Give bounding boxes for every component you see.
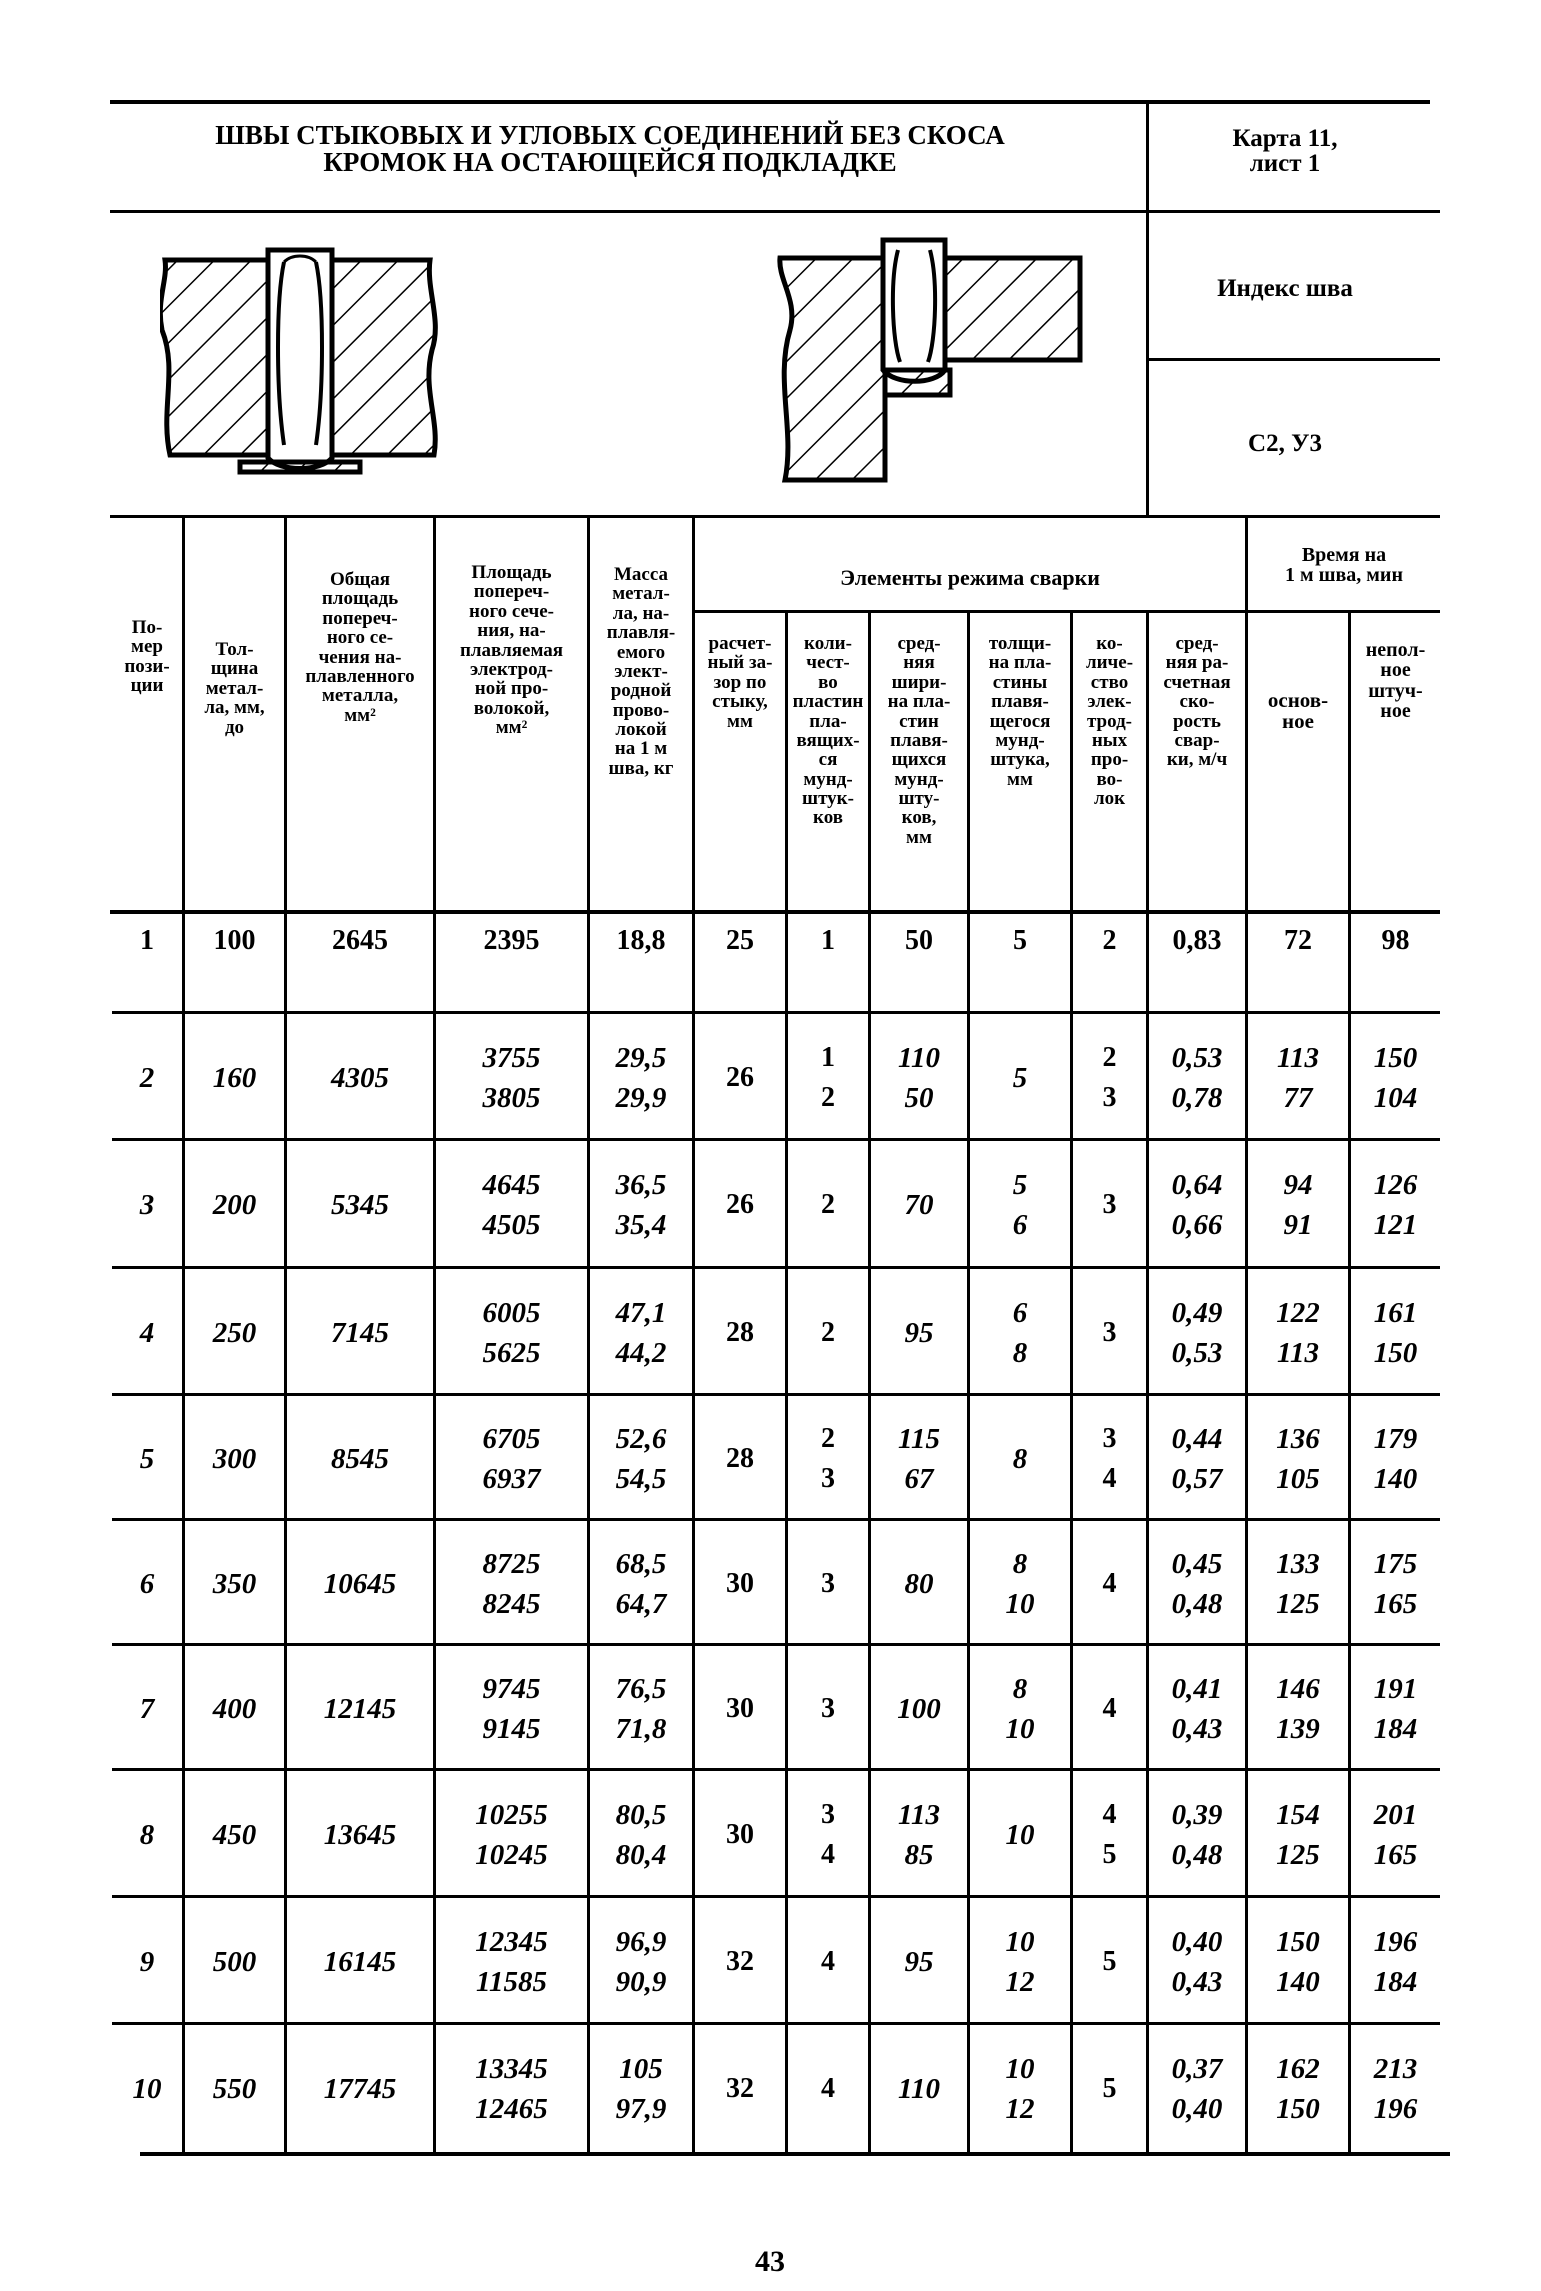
cell-speed: 0,37 <box>1171 2053 1223 2085</box>
cell-speed: 0,43 <box>1171 1965 1223 1998</box>
row-separator <box>112 1138 1440 1141</box>
cell-aux: 184 <box>1373 1965 1418 1998</box>
col-line <box>785 612 788 2152</box>
cell-speed: 0,66 <box>1171 1208 1223 1241</box>
cell-width: 113 <box>898 1798 940 1831</box>
col-line <box>1146 612 1149 2152</box>
cell-speed: 0,41 <box>1171 1672 1223 1705</box>
cell-mass: 76,5 <box>615 1672 667 1705</box>
cell-aux: 121 <box>1373 1208 1418 1241</box>
header-time-aux: непол- ное штуч- ное <box>1365 639 1426 723</box>
cell-mass: 35,4 <box>615 1208 667 1241</box>
card-line-2: лист 1 <box>1249 150 1321 177</box>
cell-plthick: 6 <box>1012 1208 1028 1241</box>
cell-thick: 160 <box>212 1061 257 1094</box>
cell-main: 139 <box>1276 1712 1320 1745</box>
row-separator <box>112 1768 1440 1771</box>
cell-wires: 4 <box>1102 1692 1117 1724</box>
cell-plates: 4 <box>821 1838 835 1870</box>
cell-pos: 1 <box>140 925 154 956</box>
cell-main: 113 <box>1277 1041 1319 1074</box>
cell-plthick: 10 <box>1005 1818 1035 1851</box>
col-line <box>967 612 970 2152</box>
cell-speed: 0,53 <box>1171 1041 1223 1074</box>
corner-joint-drawing <box>770 230 1100 490</box>
cell-gap: 26 <box>726 1188 754 1220</box>
header-thickness: Тол- щина метал- ла, мм, до <box>204 639 265 738</box>
cell-mass: 97,9 <box>615 2093 667 2125</box>
cell-aux: 161 <box>1373 1296 1418 1329</box>
cell-speed: 0,53 <box>1171 1336 1223 1369</box>
cell-area: 5345 <box>331 1188 389 1221</box>
index-value: С2, У3 <box>1248 430 1322 457</box>
cell-wires: 3 <box>1102 1081 1117 1113</box>
cell-width: 95 <box>904 1945 934 1978</box>
cell-wire: 6937 <box>482 1462 541 1495</box>
cell-width: 85 <box>904 1838 934 1871</box>
cell-aux: 191 <box>1373 1672 1418 1705</box>
cell-plates: 4 <box>821 1945 835 1977</box>
cell-aux: 196 <box>1373 1925 1418 1958</box>
cell-speed: 0,78 <box>1171 1081 1223 1114</box>
cell-plates: 2 <box>821 1422 835 1454</box>
cell-speed: 0,83 <box>1172 925 1222 956</box>
cell-wire: 3755 <box>482 1041 541 1074</box>
title-rule <box>110 210 1440 213</box>
cell-width: 50 <box>904 1081 934 1114</box>
cell-mass: 36,5 <box>615 1168 667 1201</box>
cell-area: 8545 <box>331 1442 389 1475</box>
col-line <box>433 517 436 2152</box>
header-wires-count: ко- личе- ство элек- трод- ных про- во- лок <box>1085 633 1134 809</box>
cell-width: 95 <box>904 1316 934 1349</box>
cell-main: 150 <box>1276 1925 1320 1958</box>
cell-thick: 300 <box>212 1442 257 1475</box>
cell-width: 80 <box>904 1567 934 1600</box>
cell-speed: 0,57 <box>1171 1462 1223 1495</box>
cell-aux: 150 <box>1373 1041 1418 1074</box>
cell-pos: 3 <box>139 1188 155 1221</box>
col-line <box>1070 612 1073 2152</box>
cell-speed: 0,44 <box>1171 1422 1223 1455</box>
header-gap: расчет- ный за- зор по стыку, мм <box>707 633 773 732</box>
cell-pos: 6 <box>139 1567 155 1600</box>
cell-area: 12145 <box>323 1692 397 1725</box>
cell-wire: 4645 <box>482 1168 541 1201</box>
title-line-2: КРОМОК НА ОСТАЮЩЕЙСЯ ПОДКЛАДКЕ <box>323 147 897 177</box>
row-separator <box>112 1393 1440 1396</box>
cell-speed: 0,39 <box>1171 1798 1223 1831</box>
cell-wire: 8245 <box>482 1587 541 1620</box>
cell-plthick: 10 <box>1005 2053 1035 2085</box>
cell-area: 4305 <box>331 1061 389 1094</box>
cell-wires: 4 <box>1102 1798 1117 1830</box>
cell-area: 13645 <box>323 1818 397 1851</box>
cell-wires: 4 <box>1102 1462 1117 1494</box>
cell-main: 150 <box>1276 2093 1320 2125</box>
cell-plthick: 6 <box>1012 1296 1028 1329</box>
cell-plates: 3 <box>821 1798 835 1830</box>
header-time-main: основ- ное <box>1267 688 1329 734</box>
cell-thick: 250 <box>212 1316 257 1349</box>
cell-main: 162 <box>1276 2053 1320 2085</box>
cell-main: 125 <box>1276 1587 1320 1620</box>
cell-mass: 68,5 <box>615 1547 667 1580</box>
cell-gap: 30 <box>726 1692 754 1724</box>
cell-main: 77 <box>1283 1081 1313 1114</box>
card-reference <box>1150 126 1420 176</box>
col-line <box>1245 517 1248 2152</box>
cell-aux: 213 <box>1373 2053 1418 2085</box>
cell-thick: 400 <box>212 1692 257 1725</box>
cell-mass: 105 <box>619 2053 663 2085</box>
cell-area: 17745 <box>323 2073 397 2105</box>
cell-main: 125 <box>1276 1838 1320 1871</box>
cell-plthick: 10 <box>1005 1587 1035 1620</box>
cell-plthick: 10 <box>1005 1925 1035 1958</box>
header-time: Время на 1 м шва, мин <box>1285 544 1403 587</box>
cell-mass: 71,8 <box>615 1712 667 1745</box>
cell-mass: 29,9 <box>615 1081 667 1114</box>
cell-thick: 500 <box>212 1945 257 1978</box>
cell-wire: 8725 <box>482 1547 541 1580</box>
cell-wires: 3 <box>1102 1422 1117 1454</box>
cell-plates: 2 <box>821 1081 835 1113</box>
cell-wire: 9745 <box>482 1672 541 1705</box>
cell-pos: 9 <box>139 1945 155 1978</box>
cell-mass: 44,2 <box>615 1336 667 1369</box>
cell-speed: 0,48 <box>1171 1838 1223 1871</box>
page-title <box>185 122 1035 176</box>
cell-wire: 4505 <box>482 1208 541 1241</box>
cell-mass: 47,1 <box>615 1296 667 1329</box>
col-line <box>1348 612 1351 2152</box>
cell-wire: 12465 <box>475 2093 548 2125</box>
cell-main: 91 <box>1283 1208 1313 1241</box>
header-plates-count: коли- чест- во пластин пла- вящих- ся мунд- штук- ков <box>792 633 864 829</box>
cell-wire: 10245 <box>475 1838 548 1871</box>
cell-thick: 350 <box>212 1567 257 1600</box>
cell-plthick: 5 <box>1012 1168 1028 1201</box>
cell-plates: 3 <box>821 1462 835 1494</box>
cell-wires: 2 <box>1102 1041 1117 1073</box>
cell-pos: 5 <box>139 1442 155 1475</box>
cell-plthick: 8 <box>1012 1547 1028 1580</box>
cell-aux: 201 <box>1373 1798 1418 1831</box>
cell-wires: 3 <box>1102 1188 1117 1220</box>
index-label: Индекс шва <box>1217 275 1353 302</box>
cell-area: 10645 <box>323 1567 397 1600</box>
cell-mass: 29,5 <box>615 1041 667 1074</box>
cell-pos: 10 <box>132 2073 162 2105</box>
cell-plates: 2 <box>821 1188 835 1220</box>
header-mass: Масса метал- ла, на- плавля- емого элект- родной прово- локой на 1 м шва, кг <box>606 564 676 779</box>
cell-plthick: 5 <box>1013 925 1027 956</box>
cell-gap: 26 <box>726 1061 754 1093</box>
cell-plthick: 12 <box>1005 1965 1035 1998</box>
cell-main: 72 <box>1284 925 1312 956</box>
cell-width: 100 <box>897 1692 941 1725</box>
cell-mass: 64,7 <box>615 1587 667 1620</box>
cell-wires: 2 <box>1102 925 1117 956</box>
cell-main: 94 <box>1283 1168 1313 1201</box>
cell-gap: 28 <box>726 1442 754 1474</box>
cell-speed: 0,49 <box>1171 1296 1223 1329</box>
cell-wire: 6705 <box>482 1422 541 1455</box>
cell-thick: 100 <box>213 925 256 956</box>
cell-main: 113 <box>1277 1336 1319 1369</box>
cell-aux: 175 <box>1373 1547 1418 1580</box>
cell-aux: 126 <box>1373 1168 1418 1201</box>
cell-aux: 150 <box>1373 1336 1418 1369</box>
header-wire-area: Площадь попереч- ного сече- ния, на- плавляемая электрод- ной про- волокой, мм² <box>459 562 564 738</box>
row-separator <box>112 1518 1440 1521</box>
cell-wires: 5 <box>1102 2073 1117 2104</box>
group-rule <box>692 610 1248 613</box>
cell-aux: 104 <box>1373 1081 1418 1114</box>
cell-aux: 165 <box>1373 1838 1418 1871</box>
cell-main: 105 <box>1276 1462 1320 1495</box>
cell-pos: 4 <box>139 1316 155 1349</box>
cell-mass: 80,5 <box>615 1798 667 1831</box>
cell-width: 110 <box>898 1041 940 1074</box>
cell-speed: 0,40 <box>1171 1925 1223 1958</box>
card-divider <box>1146 100 1149 515</box>
cell-wire: 12345 <box>475 1925 548 1958</box>
cell-speed: 0,40 <box>1171 2093 1223 2125</box>
cell-plthick: 8 <box>1012 1672 1028 1705</box>
cell-plates: 1 <box>821 1041 835 1073</box>
page-number: 43 <box>755 2245 785 2278</box>
cell-main: 154 <box>1276 1798 1320 1831</box>
cell-plates: 1 <box>821 925 835 956</box>
cell-width: 50 <box>905 925 933 956</box>
cell-wire: 10255 <box>475 1798 548 1831</box>
cell-thick: 450 <box>212 1818 257 1851</box>
cell-speed: 0,45 <box>1171 1547 1223 1580</box>
cell-wire: 11585 <box>476 1965 547 1998</box>
cell-area: 16145 <box>323 1945 397 1978</box>
cell-wire: 13345 <box>475 2053 548 2085</box>
cell-plthick: 5 <box>1012 1061 1028 1094</box>
header-plate-thickness: толщи- на пла- стины плавя- щегося мунд- штука, мм <box>988 633 1052 790</box>
cell-wires: 3 <box>1102 1316 1117 1348</box>
cell-wires: 4 <box>1102 1567 1117 1599</box>
cell-mass: 90,9 <box>615 1965 667 1998</box>
time-rule <box>1245 610 1440 613</box>
row-separator <box>112 2022 1440 2025</box>
cell-aux: 98 <box>1381 925 1410 956</box>
cell-aux: 196 <box>1373 2093 1418 2125</box>
cell-width: 70 <box>904 1188 934 1221</box>
cell-wire: 6005 <box>482 1296 541 1329</box>
header-plate-width: сред- няя шири- на пла- стин плавя- щихся мунд- шту- ков, мм <box>887 633 951 848</box>
cell-pos: 7 <box>139 1692 155 1725</box>
cell-gap: 32 <box>726 2073 754 2104</box>
header-total-area: Общая площадь попереч- ного се- чения на- плавленного металла, мм² <box>305 569 415 726</box>
butt-joint-drawing <box>160 240 450 480</box>
index-rule <box>1146 358 1440 361</box>
cell-main: 136 <box>1276 1422 1320 1455</box>
cell-width: 67 <box>904 1462 934 1495</box>
cell-plates: 3 <box>821 1692 835 1724</box>
cell-aux: 184 <box>1373 1712 1418 1745</box>
cell-wire: 9145 <box>482 1712 541 1745</box>
cell-plthick: 8 <box>1012 1336 1028 1369</box>
header-top-rule <box>110 515 1440 518</box>
cell-plates: 4 <box>821 2073 835 2104</box>
cell-speed: 0,64 <box>1171 1168 1223 1201</box>
cell-plates: 2 <box>821 1316 835 1348</box>
cell-mass: 54,5 <box>615 1462 667 1495</box>
cell-aux: 140 <box>1373 1462 1418 1495</box>
cell-wires: 5 <box>1102 1945 1117 1977</box>
cell-mass: 80,4 <box>615 1838 667 1871</box>
cell-speed: 0,48 <box>1171 1587 1223 1620</box>
header-bottom-rule <box>110 910 1440 914</box>
cell-aux: 165 <box>1373 1587 1418 1620</box>
cell-mass: 52,6 <box>615 1422 667 1455</box>
cell-pos: 8 <box>139 1818 155 1851</box>
cell-wire: 5625 <box>482 1336 541 1369</box>
cell-gap: 25 <box>726 925 754 956</box>
row-separator <box>112 1643 1440 1646</box>
cell-width: 115 <box>898 1422 940 1455</box>
row-separator <box>112 1011 1440 1014</box>
cell-main: 133 <box>1276 1547 1320 1580</box>
cell-wire: 2395 <box>483 925 540 956</box>
cell-mass: 18,8 <box>616 925 666 956</box>
cell-thick: 550 <box>212 2073 257 2105</box>
cell-main: 122 <box>1276 1296 1320 1329</box>
cell-plthick: 8 <box>1012 1442 1028 1475</box>
title-line-1: ШВЫ СТЫКОВЫХ И УГЛОВЫХ СОЕДИНЕНИЙ БЕЗ СКОСА <box>215 120 1005 150</box>
row-separator <box>112 1266 1440 1269</box>
header-position: По- мер пози- ции <box>124 617 170 697</box>
row-separator <box>112 1895 1440 1898</box>
cell-main: 146 <box>1276 1672 1320 1705</box>
cell-area: 2645 <box>332 925 388 956</box>
cell-thick: 200 <box>212 1188 257 1221</box>
cell-plthick: 12 <box>1005 2093 1035 2125</box>
cell-gap: 30 <box>726 1567 754 1599</box>
cell-gap: 30 <box>726 1818 754 1850</box>
cell-mass: 96,9 <box>615 1925 667 1958</box>
cell-speed: 0,43 <box>1171 1712 1223 1745</box>
cell-plates: 3 <box>821 1567 835 1599</box>
cell-gap: 32 <box>726 1945 754 1977</box>
cell-wires: 5 <box>1102 1838 1117 1870</box>
cell-width: 110 <box>898 2073 940 2105</box>
table-bottom-rule <box>140 2152 1450 2156</box>
cell-gap: 28 <box>726 1316 754 1348</box>
card-line-1: Карта 11, <box>1232 125 1338 152</box>
cell-plthick: 10 <box>1005 1712 1035 1745</box>
cell-wire: 3805 <box>482 1081 541 1114</box>
cell-aux: 179 <box>1373 1422 1418 1455</box>
top-rule <box>110 100 1430 104</box>
header-speed: сред- няя ра- счетная ско- рость свар- ки, м/ч <box>1163 633 1231 771</box>
cell-main: 140 <box>1276 1965 1320 1998</box>
cell-pos: 2 <box>139 1061 155 1094</box>
header-group-welding: Элементы режима сварки <box>840 565 1100 590</box>
cell-area: 7145 <box>331 1316 389 1349</box>
